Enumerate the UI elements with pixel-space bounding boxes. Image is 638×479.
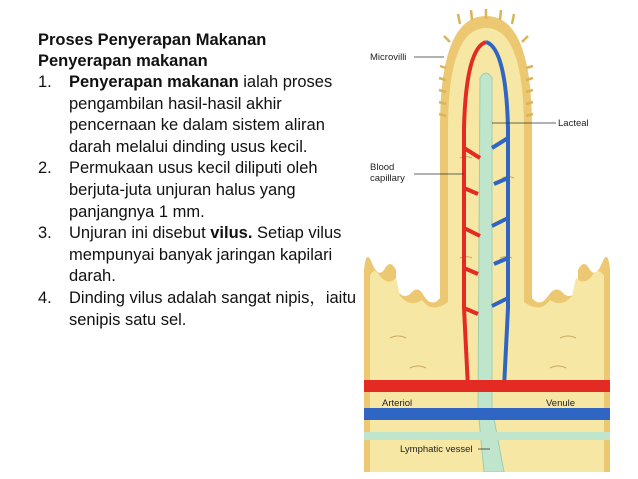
list-item: [38, 158, 358, 223]
label-venule: Venule: [546, 398, 576, 409]
slide-subtitle: Penyerapan makanan: [38, 52, 208, 70]
label-blood-capillary-1: Blood: [370, 162, 395, 173]
villus-diagram: [360, 8, 638, 472]
item-number: 1.: [38, 73, 52, 91]
item-number: 2.: [38, 159, 52, 178]
item-bold-term: vilus.: [210, 224, 253, 243]
item-text: Unjuran ini disebut: [69, 224, 211, 243]
item-number: 3.: [38, 224, 52, 243]
points-list: [38, 72, 358, 331]
item-bold-term: Penyerapan makanan: [69, 73, 239, 91]
item-number: 4.: [38, 288, 52, 307]
label-lacteal: Lacteal: [558, 118, 589, 129]
arteriol: [364, 380, 610, 392]
venule: [364, 408, 610, 420]
lymphatic-vessel: [364, 432, 610, 440]
label-microvilli: Microvilli: [370, 52, 407, 63]
item-text: ialah proses pengambilan hasil-hasil akhir pencernaan ke dalam sistem aliran darah melalui dinding usus kecil.: [69, 73, 333, 156]
list-item: [38, 72, 358, 158]
label-blood-capillary-2: capillary: [370, 173, 405, 184]
slide-title: Proses Penyerapan Makanan: [38, 31, 267, 49]
list-item: [38, 223, 358, 288]
label-arteriol: Arteriol: [382, 398, 413, 409]
list-item: [38, 288, 358, 331]
item-text-after: Setiap vilus mempunyai banyak jaringan kapilari darah.: [69, 224, 342, 286]
label-lymphatic-vessel: Lymphatic vessel: [400, 444, 473, 455]
item-text: Permukaan usus kecil diliputi oleh berjuta-juta unjuran halus yang panjangnya 1 mm.: [69, 159, 318, 221]
item-text: Dinding vilus adalah sangat nipis，iaitu senipis satu sel.: [69, 288, 357, 329]
text-column: [38, 30, 358, 331]
